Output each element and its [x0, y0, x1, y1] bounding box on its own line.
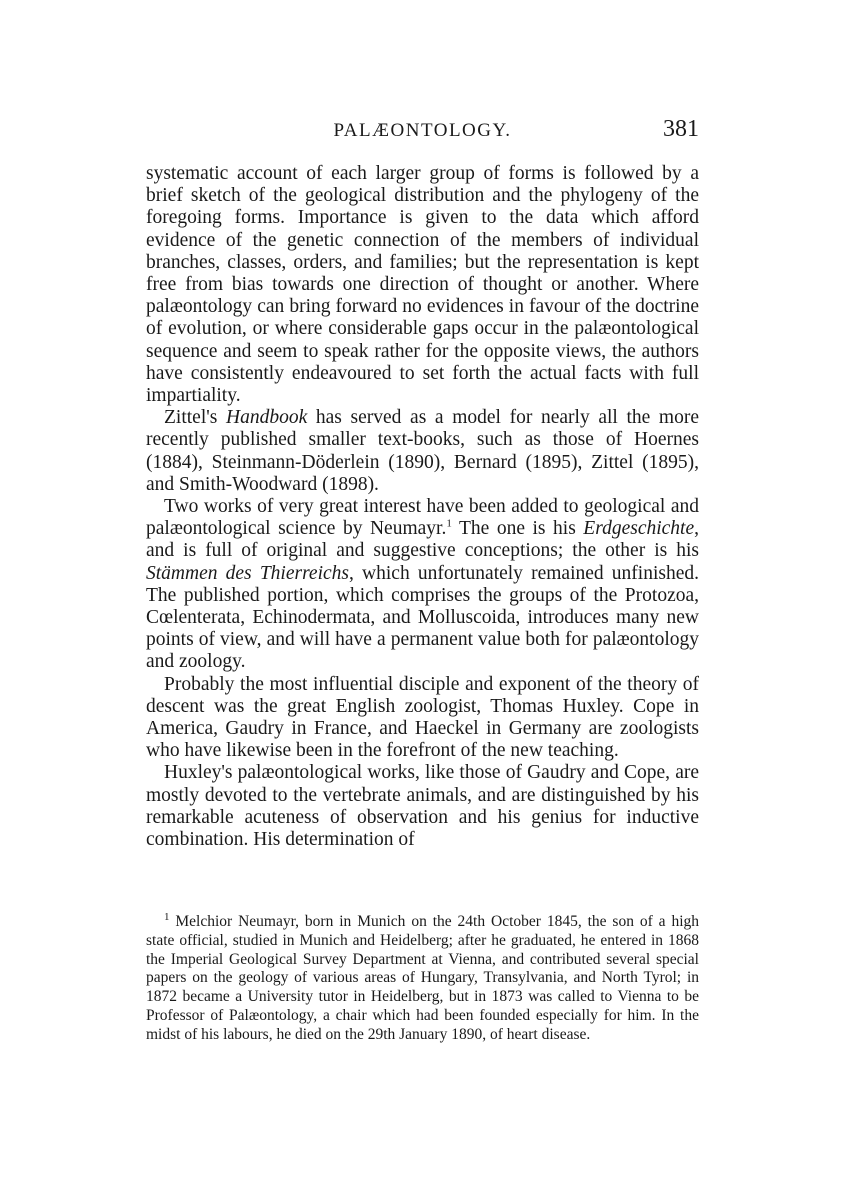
text-run: has served as a model for nearly all the more recently published smaller text-books, such as those of Hoernes (1884), Steinmann-Döderlein (1890), Bernard (1895), Zittel (1895), and Smith-Woodward (1898). [146, 407, 699, 495]
book-title-handbook: Handbook [225, 407, 308, 429]
page-number: 381 [663, 116, 699, 142]
footnote-block [146, 910, 699, 1045]
text-run: Zittel's [164, 407, 226, 429]
footnote-reference: 1 [446, 517, 452, 530]
text-run: Two works of very great interest have been added to geological and palæontological science by Neumayr. [146, 496, 699, 540]
book-title-erdgeschichte: Erdgeschichte [583, 518, 695, 540]
running-title: PALÆONTOLOGY. [333, 120, 512, 141]
book-title-stammen: Stämmen des Thierreichs [146, 562, 350, 584]
text-run: , and is full of original and suggestive conceptions; the other is his [146, 518, 699, 562]
text-run: , which unfortunately remained unfinished. The published portion, which comprises the groups of the Protozoa, Cœlenterata, Echinodermata, and Molluscoida, introduces many new points of view, and will have a permanent value both for palæontology and zoology. [146, 562, 700, 673]
paragraph-4: Probably the most influential disciple and exponent of the theory of descent was the great English zoologist, Thomas Huxley. Cope in America, Gaudry in France, and Haeckel in Germany are zoologists who have likewise been in the forefront of the new teaching. [146, 673, 699, 762]
paragraph-3 [146, 496, 699, 674]
paragraph-5: Huxley's palæontological works, like those of Gaudry and Cope, are mostly devoted to the vertebrate animals, and are distinguished by his remarkable acuteness of observation and his genius for inductive combination. His determination of [146, 762, 699, 851]
running-head [146, 116, 699, 146]
paragraph-1: systematic account of each larger group of forms is followed by a brief sketch of the geological distribution and the phylogeny of the foregoing forms. Importance is given to the data which afford evidence of the genetic connection of the members of individual branches, classes, orders, and families; but the representation is kept free from bias towards one direction of thought or another. Where palæontology can bring forward no evidences in favour of the doctrine of evolution, or where considerable gaps occur in the palæontological sequence and seem to speak rather for the opposite views, the authors have consistently endeavoured to set forth the actual facts with full impartiality. [146, 163, 699, 407]
paragraph-2 [146, 407, 699, 496]
main-text [146, 163, 699, 851]
text-run: The one is his [451, 518, 584, 540]
footnote [146, 910, 699, 1045]
footnote-mark: 1 [164, 910, 170, 923]
footnote-text: Melchior Neumayr, born in Munich on the 24th October 1845, the son of a high state official, studied in Munich and Heidelberg; after he graduated, he entered in 1868 the Imperial Geological Survey Department at Vienna, and contributed several special papers on the geology of various areas of Hungary, Transylvania, and North Tyrol; in 1872 became a University tutor in Heidelberg, but in 1873 was called to Vienna to be Professor of Palæontology, a chair which had been founded especially for him. In the midst of his labours, he died on the 29th January 1890, of heart disease. [146, 913, 699, 1043]
